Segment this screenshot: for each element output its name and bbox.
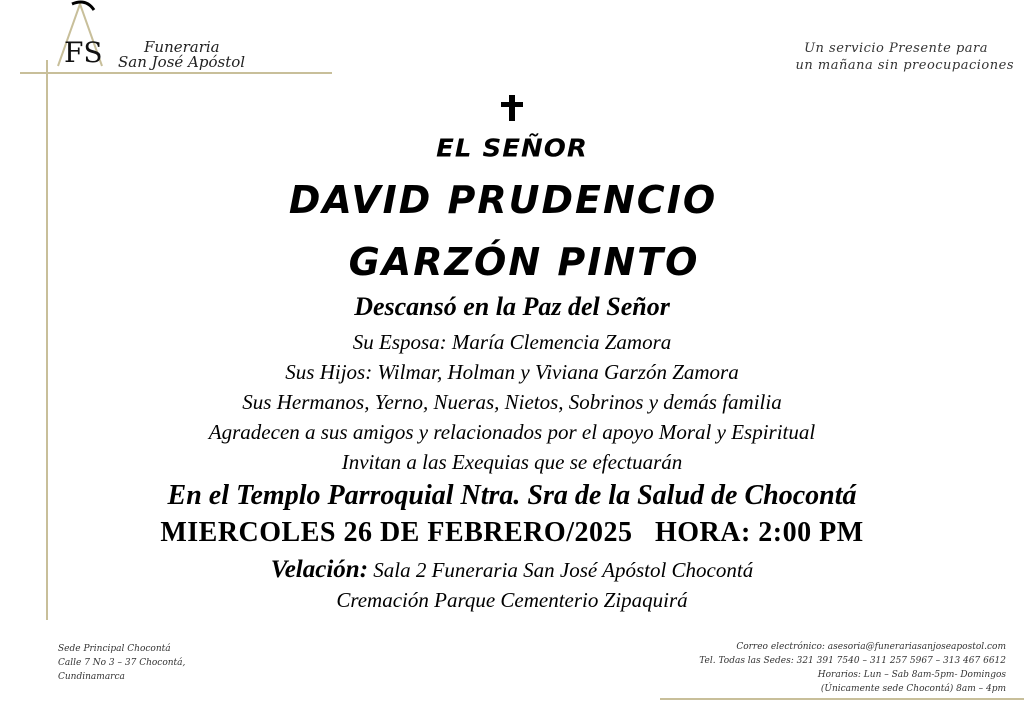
deceased-name-line1: DAVID PRUDENCIO <box>288 178 718 222</box>
date-time-line: MIERCOLES 26 DE FEBRERO/2025 HORA: 2:00 PM <box>160 517 864 548</box>
children-line: Sus Hijos: Wilmar, Holman y Viviana Garzón Zamora <box>285 360 739 384</box>
contact-info <box>699 640 1006 696</box>
church-line: En el Templo Parroquial Ntra. Sra de la Salud de Chocontá <box>167 480 857 511</box>
brand-name-line1: Funeraria <box>144 38 220 56</box>
main-office-address <box>58 642 185 684</box>
spouse-line: Su Esposa: María Clemencia Zamora <box>352 330 672 354</box>
rest-statement: Descansó en la Paz del Señor <box>354 292 670 321</box>
slogan <box>796 40 1014 74</box>
cremation-line: Cremación Parque Cementerio Zipaquirá <box>336 588 688 612</box>
invitation-line: Invitan a las Exequias que se efectuarán <box>341 450 683 474</box>
decorative-top-line <box>20 72 332 74</box>
slogan-line1: Un servicio Presente para <box>804 41 988 56</box>
deceased-name-line2: GARZÓN PINTO <box>348 240 700 284</box>
wake-label: Velación: <box>270 556 369 583</box>
brand-name <box>118 40 245 70</box>
funeraria-logo <box>50 0 116 70</box>
thanks-line: Agradecen a sus amigos y relacionados por el apoyo Moral y Espiritual <box>208 420 816 444</box>
cross-icon <box>499 94 525 122</box>
contact-email: Correo electrónico: asesoria@funerariasanjoseapostol.com <box>736 642 1006 652</box>
wake-line <box>0 556 1024 584</box>
contact-hours: Horarios: Lun – Sab 8am-5pm- Domingos <box>817 670 1006 680</box>
wake-place: Sala 2 Funeraria San José Apóstol Chocontá <box>373 558 754 582</box>
address-line3: Cundinamarca <box>58 672 125 682</box>
slogan-line2: un mañana sin preocupaciones <box>795 58 1014 73</box>
decorative-bottom-line <box>660 698 1024 700</box>
contact-phones: Tel. Todas las Sedes: 321 391 7540 – 311 257 5967 – 313 467 6612 <box>699 656 1006 666</box>
honorific: EL SEÑOR <box>436 134 588 164</box>
contact-hours-note: (Únicamente sede Chocontá) 8am – 4pm <box>820 684 1006 694</box>
address-line2: Calle 7 No 3 – 37 Chocontá, <box>58 658 186 668</box>
relatives-line: Sus Hermanos, Yerno, Nueras, Nietos, Sobrinos y demás familia <box>242 390 782 414</box>
brand-name-line2: San José Apóstol <box>118 53 246 71</box>
address-line1: Sede Principal Chocontá <box>58 644 171 654</box>
logo-monogram: FS <box>64 36 103 69</box>
